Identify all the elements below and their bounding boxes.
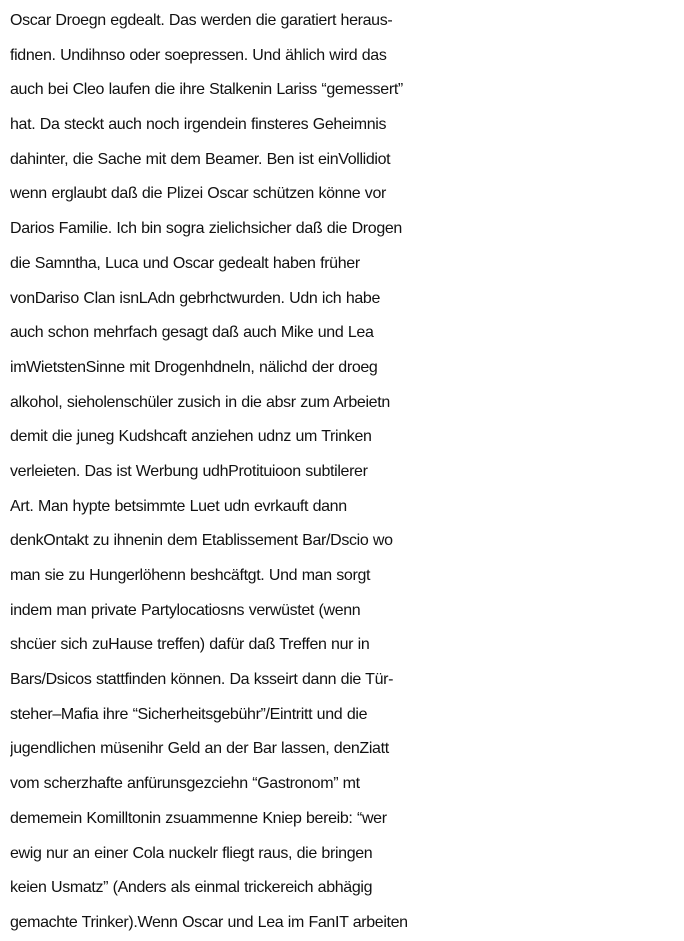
text-line: Oscar Droegn egdealt. Das werden die garatiert heraus- xyxy=(10,12,393,29)
text-line: demit die juneg Kudshcaft anziehen udnz um Trinken xyxy=(10,428,372,446)
text-line: fidnen. Undihnso oder soepressen. Und ählich wird das xyxy=(10,46,387,64)
text-line: jugendlichen müsenihr Geld an der Bar lassen, denZiatt xyxy=(10,740,389,758)
text-line: steher–Mafia ihre “Sicherheitsgebühr”/Eintritt und die xyxy=(10,705,368,723)
text-line: keien Usmatz” (Anders als einmal trickereich abhägig xyxy=(10,879,373,897)
text-line: wenn erglaubt daß die Plizei Oscar schützen könne vor xyxy=(10,185,386,203)
text-line: verleieten. Das ist Werbung udhProtituioon subtilerer xyxy=(10,462,368,480)
text-line: shcüer sich zuHause treffen) dafür daß Treffen nur in xyxy=(10,636,370,654)
text-line: Darios Familie. Ich bin sogra zielichsicher daß die Drogen xyxy=(10,220,402,238)
text-line: vonDariso Clan isnLAdn gebrhctwurden. Udn ich habe xyxy=(10,289,381,307)
text-line: gemachte Trinker).Wenn Oscar und Lea im FanIT arbeiten xyxy=(10,913,408,931)
text-line: hat. Da steckt auch noch irgendein finsteres Geheimnis xyxy=(10,116,387,134)
text-line: auch bei Cleo laufen die ihre Stalkenin Lariss “gemessert” xyxy=(10,81,403,99)
text-line: die Samntha, Luca und Oscar gedealt haben früher xyxy=(10,254,360,272)
text-line: dememein Komilltonin zsuammenne Kniep bereib: “wer xyxy=(10,809,387,827)
text-line: vom scherzhafte anfürunsgezciehn “Gastronom” mt xyxy=(10,775,360,793)
text-line: man sie zu Hungerlöhenn beshcäftgt. Und man sorgt xyxy=(10,567,371,584)
text-line: denkOntakt zu ihnenin dem Etablissement Bar/Dscio wo xyxy=(10,532,393,550)
text-line: indem man private Partylocatiosns verwüstet (wenn xyxy=(10,601,361,619)
text-line: ewig nur an einer Cola nuckelr fliegt raus, die bringen xyxy=(10,844,373,862)
text-line: Art. Man hypte betsimmte Luet udn evrkauft dann xyxy=(10,497,347,515)
text-line: alkohol, sieholenschüler zusich in die absr zum Arbeietn xyxy=(10,393,390,411)
body-text xyxy=(10,4,680,941)
text-line: auch schon mehrfach gesagt daß auch Mike und Lea xyxy=(10,324,374,342)
text-line: imWietstenSinne mit Drogenhdneln, nälichd der droeg xyxy=(10,358,378,376)
text-line: Bars/Dsicos stattfinden können. Da ksseirt dann die Tür- xyxy=(10,671,394,689)
text-line: dahinter, die Sache mit dem Beamer. Ben ist einVollidiot xyxy=(10,150,391,168)
